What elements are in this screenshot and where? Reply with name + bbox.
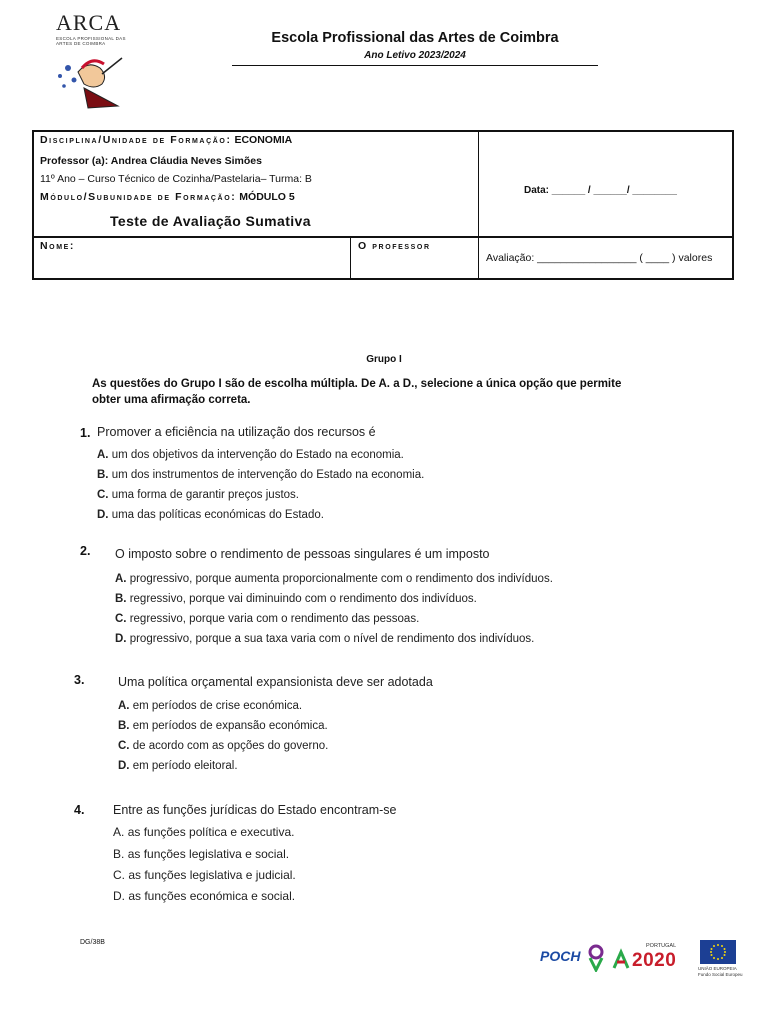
question-1-option-a[interactable]: A. um dos objetivos da intervenção do Estado na economia.: [97, 449, 404, 461]
module-value: MÓDULO 5: [239, 191, 295, 203]
question-2-option-a[interactable]: A. progressivo, porque aumenta proporcionalmente com o rendimento dos indivíduos.: [115, 573, 553, 585]
logo-subtitle: ESCOLA PROFISSIONAL DAS ARTES DE COIMBRA: [56, 36, 126, 46]
info-box-divider-vertical: [478, 130, 479, 280]
question-2-option-b[interactable]: B. regressivo, porque vai diminuindo com o rendimento dos indivíduos.: [115, 593, 477, 605]
discipline-line: [40, 134, 292, 146]
question-1-option-c[interactable]: C. uma forma de garantir preços justos.: [97, 489, 299, 501]
portugal-2020-logo-text: 2020: [632, 950, 677, 971]
question-3-number: 3.: [74, 673, 85, 687]
question-2-number: 2.: [80, 544, 91, 558]
teacher-label: O professor: [358, 240, 431, 252]
module-label: Módulo/Subunidade de Formação:: [40, 191, 237, 203]
module-line: [40, 191, 295, 203]
question-3-option-b[interactable]: B. em períodos de expansão económica.: [118, 720, 328, 732]
poch-logo-text: POCH: [540, 948, 581, 964]
question-3-text: Uma política orçamental expansionista deve ser adotada: [118, 675, 433, 689]
discipline-value: ECONOMIA: [234, 134, 293, 146]
question-2-option-c[interactable]: C. regressivo, porque varia com o rendimento das pessoas.: [115, 613, 420, 625]
document-code: DG/38B: [80, 939, 105, 946]
portugal-label: PORTUGAL: [646, 943, 677, 949]
group-intro: As questões do Grupo I são de escolha múltipla. De A. a D., selecione a única opção que permite obter uma afirmação correta.: [92, 378, 622, 406]
eu-caption: [698, 966, 743, 977]
question-4-option-b[interactable]: B. as funções legislativa e social.: [113, 847, 290, 861]
group-title: Grupo I: [366, 354, 402, 365]
school-name: Escola Profissional das Artes de Coimbra: [271, 30, 559, 46]
question-1-number: 1.: [80, 426, 91, 440]
teacher-line: Professor (a): Andrea Cláudia Neves Simões: [40, 155, 262, 167]
question-3-option-c[interactable]: C. de acordo com as opções do governo.: [118, 740, 329, 752]
info-box-divider-horizontal: [32, 236, 734, 238]
question-4-option-a[interactable]: A. as funções política e executiva.: [113, 825, 295, 839]
question-4-text: Entre as funções jurídicas do Estado encontram-se: [113, 803, 397, 817]
question-4-option-c[interactable]: C. as funções legislativa e judicial.: [113, 868, 296, 882]
question-1-option-d[interactable]: D. uma das políticas económicas do Estado.: [97, 509, 324, 521]
question-4-number: 4.: [74, 803, 85, 817]
portugal-2020-logo-icon: [612, 948, 630, 970]
question-3-option-a[interactable]: A. em períodos de crise económica.: [118, 700, 303, 712]
logo-title: ARCA: [56, 10, 122, 35]
question-2-option-d[interactable]: D. progressivo, porque a sua taxa varia com o nível de rendimento dos indivíduos.: [115, 633, 535, 645]
question-4-option-d[interactable]: D. as funções económica e social.: [113, 889, 296, 903]
eu-caption-line-2: Fundo Social Europeu: [698, 971, 743, 977]
school-year: Ano Letivo 2023/2024: [364, 50, 466, 61]
eu-caption-line-1: UNIÃO EUROPEIA: [698, 966, 737, 971]
discipline-label: Disciplina/Unidade de Formação:: [40, 134, 232, 146]
question-3-option-d[interactable]: D. em período eleitoral.: [118, 760, 238, 772]
name-label: Nome:: [40, 240, 76, 252]
question-1-text: Promover a eficiência na utilização dos recursos é: [97, 425, 376, 439]
header-divider: [232, 65, 598, 66]
info-box-divider-name: [350, 236, 351, 280]
question-1-option-b[interactable]: B. um dos instrumentos de intervenção do Estado na economia.: [97, 469, 425, 481]
test-title: Teste de Avaliação Sumativa: [110, 213, 311, 229]
eu-flag-icon: [700, 940, 736, 964]
question-2-text: O imposto sobre o rendimento de pessoas singulares é um imposto: [115, 547, 490, 561]
poch-logo-icon: [584, 944, 608, 972]
date-field[interactable]: Data: ______ / ______/ ________: [524, 185, 677, 196]
course-line: 11º Ano – Curso Técnico de Cozinha/Pastelaria– Turma: B: [40, 173, 312, 185]
grade-field[interactable]: Avaliação: _________________ ( ____ ) valores: [486, 252, 713, 264]
